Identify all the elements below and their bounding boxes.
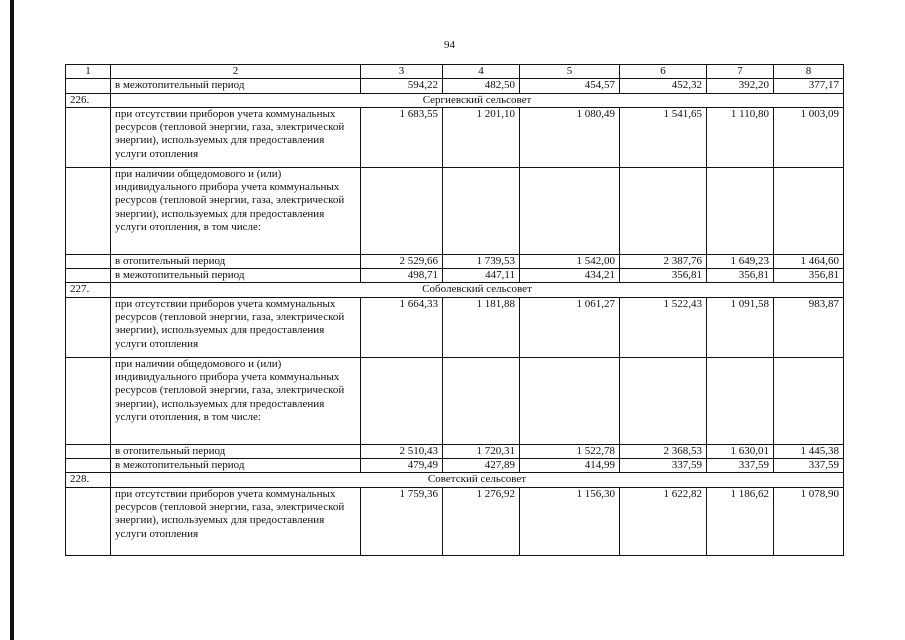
- value-cell: 983,87: [774, 297, 844, 357]
- row-label: при наличии общедомового и (или) индивидуального прибора учета коммунальных ресурсов (тепловой энергии, газа, электрической энергии), используемых для предоставления услуги отопления, в том числе:: [111, 167, 361, 254]
- value-cell: 1 664,33: [361, 297, 443, 357]
- value-cell: 1 276,92: [443, 487, 520, 555]
- column-number: 2: [111, 65, 361, 79]
- column-number: 1: [66, 65, 111, 79]
- table-row: [66, 459, 844, 473]
- value-cell: [361, 167, 443, 254]
- column-number: 3: [361, 65, 443, 79]
- section-index: 226.: [66, 93, 111, 107]
- value-cell: 1 522,43: [620, 297, 707, 357]
- value-cell: 452,32: [620, 79, 707, 93]
- value-cell: 1 464,60: [774, 254, 844, 268]
- value-cell: 1 522,78: [520, 444, 620, 458]
- row-index-cell: [66, 297, 111, 357]
- value-cell: 2 510,43: [361, 444, 443, 458]
- column-number: 5: [520, 65, 620, 79]
- section-header-row: [66, 93, 844, 107]
- row-label: при отсутствии приборов учета коммунальных ресурсов (тепловой энергии, газа, электрической энергии), используемых для предоставления услуги отопления: [111, 297, 361, 357]
- row-index-cell: [66, 79, 111, 93]
- value-cell: [443, 357, 520, 444]
- value-cell: [707, 357, 774, 444]
- row-index-cell: [66, 107, 111, 167]
- column-number: 4: [443, 65, 520, 79]
- value-cell: 1 110,80: [707, 107, 774, 167]
- value-cell: [361, 357, 443, 444]
- row-label: в межотопительный период: [111, 269, 361, 283]
- value-cell: 1 720,31: [443, 444, 520, 458]
- table-row: [66, 167, 844, 254]
- scan-edge-bar: [10, 0, 14, 640]
- value-cell: 594,22: [361, 79, 443, 93]
- value-cell: 2 368,53: [620, 444, 707, 458]
- value-cell: [620, 357, 707, 444]
- row-label: в отопительный период: [111, 444, 361, 458]
- value-cell: 1 542,00: [520, 254, 620, 268]
- value-cell: 356,81: [707, 269, 774, 283]
- row-index-cell: [66, 459, 111, 473]
- value-cell: 2 529,66: [361, 254, 443, 268]
- row-index-cell: [66, 269, 111, 283]
- value-cell: 1 003,09: [774, 107, 844, 167]
- value-cell: [520, 167, 620, 254]
- value-cell: [774, 167, 844, 254]
- table-row: [66, 444, 844, 458]
- column-number: 7: [707, 65, 774, 79]
- value-cell: [620, 167, 707, 254]
- value-cell: 1 759,36: [361, 487, 443, 555]
- value-cell: 1 061,27: [520, 297, 620, 357]
- value-cell: 1 078,90: [774, 487, 844, 555]
- value-cell: 434,21: [520, 269, 620, 283]
- value-cell: 1 201,10: [443, 107, 520, 167]
- section-index: 228.: [66, 473, 111, 487]
- value-cell: 482,50: [443, 79, 520, 93]
- value-cell: 447,11: [443, 269, 520, 283]
- value-cell: 1 186,62: [707, 487, 774, 555]
- row-index-cell: [66, 357, 111, 444]
- row-label: при наличии общедомового и (или) индивидуального прибора учета коммунальных ресурсов (тепловой энергии, газа, электрической энергии), используемых для предоставления услуги отопления, в том числе:: [111, 357, 361, 444]
- row-index-cell: [66, 254, 111, 268]
- row-index-cell: [66, 444, 111, 458]
- row-index-cell: [66, 167, 111, 254]
- value-cell: 1 541,65: [620, 107, 707, 167]
- value-cell: [520, 357, 620, 444]
- value-cell: 1 445,38: [774, 444, 844, 458]
- column-number-row: [66, 65, 844, 79]
- value-cell: 337,59: [707, 459, 774, 473]
- value-cell: 337,59: [620, 459, 707, 473]
- tariff-table: [65, 64, 844, 556]
- value-cell: 1 649,23: [707, 254, 774, 268]
- section-index: 227.: [66, 283, 111, 297]
- row-label: при отсутствии приборов учета коммунальных ресурсов (тепловой энергии, газа, электрической энергии), используемых для предоставления услуги отопления: [111, 487, 361, 555]
- value-cell: 1 181,88: [443, 297, 520, 357]
- page-number: 94: [444, 39, 455, 51]
- value-cell: 1 091,58: [707, 297, 774, 357]
- value-cell: 337,59: [774, 459, 844, 473]
- row-label: в межотопительный период: [111, 459, 361, 473]
- value-cell: 498,71: [361, 269, 443, 283]
- value-cell: 2 387,76: [620, 254, 707, 268]
- table-row: [66, 357, 844, 444]
- section-name: Соболевский сельсовет: [111, 283, 844, 297]
- value-cell: [443, 167, 520, 254]
- row-label: при отсутствии приборов учета коммунальных ресурсов (тепловой энергии, газа, электрической энергии), используемых для предоставления услуги отопления: [111, 107, 361, 167]
- value-cell: [707, 167, 774, 254]
- row-index-cell: [66, 487, 111, 555]
- value-cell: 356,81: [620, 269, 707, 283]
- value-cell: [774, 357, 844, 444]
- section-name: Советский сельсовет: [111, 473, 844, 487]
- value-cell: 1 622,82: [620, 487, 707, 555]
- value-cell: 1 683,55: [361, 107, 443, 167]
- value-cell: 1 080,49: [520, 107, 620, 167]
- section-name: Сергиевский сельсовет: [111, 93, 844, 107]
- row-label: в отопительный период: [111, 254, 361, 268]
- column-number: 6: [620, 65, 707, 79]
- section-header-row: [66, 283, 844, 297]
- value-cell: 392,20: [707, 79, 774, 93]
- value-cell: 479,49: [361, 459, 443, 473]
- value-cell: 356,81: [774, 269, 844, 283]
- value-cell: 1 739,53: [443, 254, 520, 268]
- section-header-row: [66, 473, 844, 487]
- table-row: [66, 487, 844, 555]
- column-number: 8: [774, 65, 844, 79]
- value-cell: 1 156,30: [520, 487, 620, 555]
- value-cell: 427,89: [443, 459, 520, 473]
- value-cell: 1 630,01: [707, 444, 774, 458]
- table-row: [66, 297, 844, 357]
- table-row: [66, 269, 844, 283]
- table-row: [66, 107, 844, 167]
- value-cell: 414,99: [520, 459, 620, 473]
- value-cell: 454,57: [520, 79, 620, 93]
- table-row: [66, 79, 844, 93]
- row-label: в межотопительный период: [111, 79, 361, 93]
- value-cell: 377,17: [774, 79, 844, 93]
- table-row: [66, 254, 844, 268]
